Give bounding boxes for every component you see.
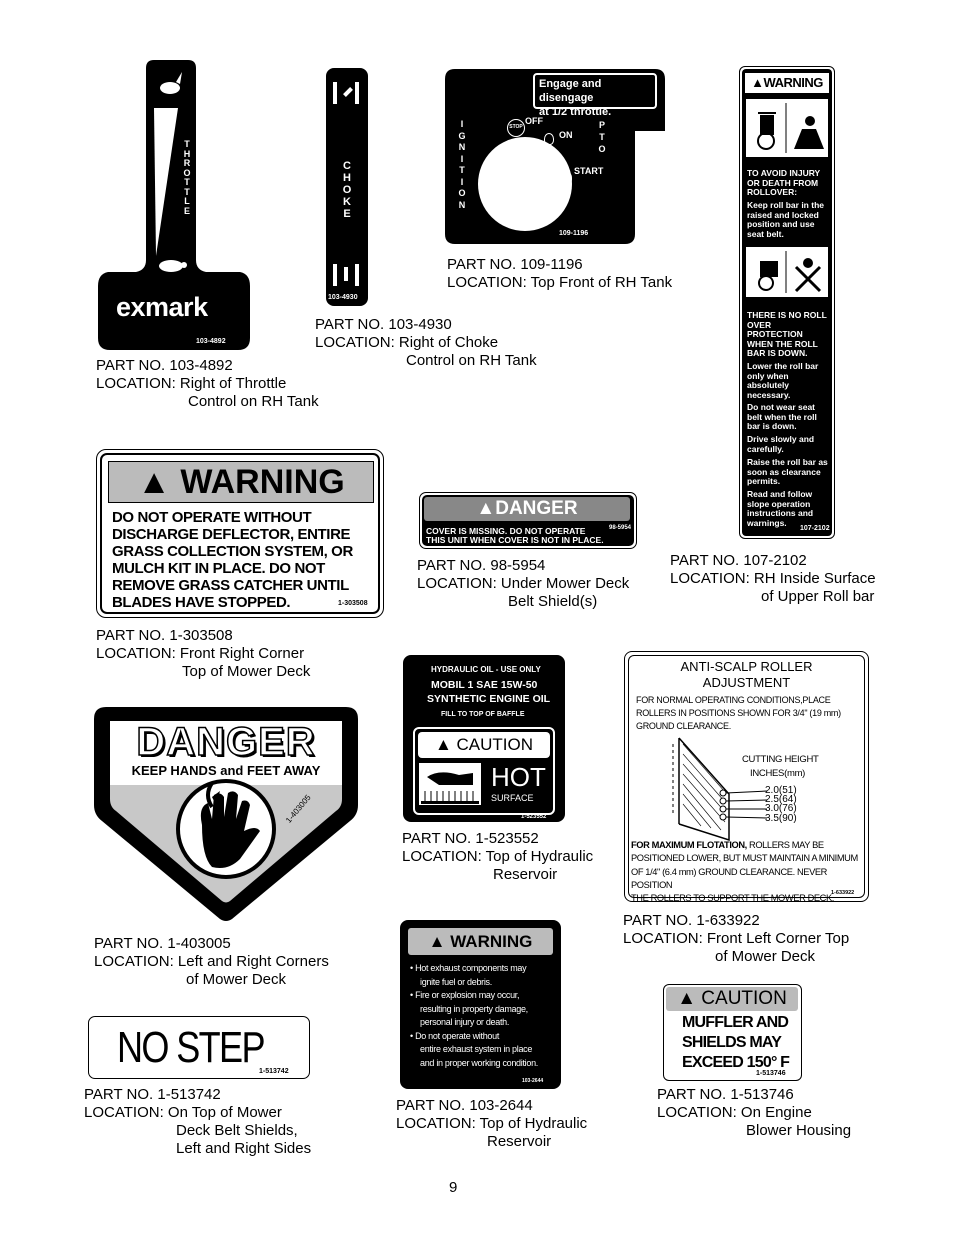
antiscalp-flotation: FOR MAXIMUM FLOTATION, ROLLERS MAY BE POSITIONED LOWER, BUT MUST MAINTAIN A MINIMUM OF 1/4" (6.4 mm) GROUND CLEARANCE. NEVER POSITION THE ROLLERS TO SUPPORT THE MOWER DECK. bbox=[631, 840, 858, 904]
rollbar-bullet-1: Lower the roll bar only when absolutely necessary. bbox=[747, 361, 819, 400]
hands-danger-decal bbox=[92, 707, 360, 925]
roller-diagram bbox=[669, 734, 769, 846]
hands-danger-header: DANGER bbox=[136, 720, 316, 764]
discharge-header: ▲ WARNING bbox=[108, 461, 374, 503]
exhaust-bullets: • Hot exhaust components may ignite fuel or debris. • Fire or explosion may occur, resulting in property damage, personal injury or death. • Do not operate without entire exhaust system in place and in proper working condition. bbox=[410, 963, 538, 1068]
cover-line-1: COVER IS MISSING. DO NOT OPERATE bbox=[426, 526, 586, 536]
cover-caption: PART NO. 98-5954 LOCATION: Under Mower Deck Belt Shield(s) bbox=[417, 557, 630, 610]
discharge-caption: PART NO. 1-303508 LOCATION: Front Right Corner Top of Mower Deck bbox=[96, 627, 311, 680]
cover-part-code: 98-5954 bbox=[609, 525, 632, 531]
hydraulic-line-1: HYDRAULIC OIL - USE ONLY bbox=[431, 665, 541, 674]
choke-open-icon bbox=[333, 264, 359, 286]
ignition-off-label: OFF bbox=[525, 116, 543, 126]
nostep-caption: PART NO. 1-513742 LOCATION: On Top of Mower Deck Belt Shields, Left and Right Sides bbox=[84, 1086, 312, 1157]
throttle-caption: PART NO. 103-4892 LOCATION: Right of Throttle Control on RH Tank bbox=[96, 357, 319, 410]
ignition-on-label: ON bbox=[559, 130, 573, 140]
rollbar-header: ▲WARNING bbox=[745, 73, 829, 93]
rollbar-decal bbox=[739, 66, 835, 539]
hands-caption: PART NO. 1-403005 LOCATION: Left and Right Corners of Mower Deck bbox=[94, 935, 329, 988]
exmark-logo: exmark bbox=[116, 292, 208, 322]
discharge-part-code: 1-303508 bbox=[338, 600, 368, 607]
nostep-decal bbox=[88, 1016, 310, 1079]
rollbar-bullet-3: Drive slowly and carefully. bbox=[747, 434, 815, 454]
warning-triangle-icon: ▲ bbox=[137, 463, 171, 501]
page-number: 9 bbox=[449, 1179, 458, 1196]
cutting-height-label: CUTTING HEIGHT INCHES(mm) bbox=[742, 754, 819, 779]
ignition-on-icon bbox=[544, 133, 554, 145]
hydraulic-decal bbox=[403, 655, 565, 822]
discharge-warning-decal bbox=[96, 449, 384, 618]
cover-header: ▲DANGER bbox=[424, 497, 630, 521]
choke-vertical-label: C H O K E bbox=[342, 160, 352, 220]
choke-decal bbox=[326, 68, 368, 306]
nostep-text: NO STEP bbox=[117, 1023, 264, 1072]
discharge-text: DO NOT OPERATE WITHOUT DISCHARGE DEFLECTOR, ENTIRE GRASS COLLECTION SYSTEM, OR MULCH KIT IN PLACE. DO NOT REMOVE GRASS CATCHER UNTIL BLADES HAVE STOPPED. bbox=[112, 509, 353, 611]
ignition-callout: Engage and disengage at 1/2 throttle. bbox=[533, 73, 657, 109]
exhaust-part-code: 103-2644 bbox=[522, 1078, 544, 1084]
rollbar-block2: Keep roll bar in the raised and locked position and use seat belt. bbox=[747, 200, 824, 239]
rollbar-bullet-2: Do not wear seat belt when the roll bar is down. bbox=[747, 402, 817, 431]
rollbar-block1: TO AVOID INJURY OR DEATH FROM ROLLOVER: bbox=[747, 168, 821, 197]
hydraulic-line-3: SYNTHETIC ENGINE OIL bbox=[427, 693, 551, 705]
muffler-header: ▲ CAUTION bbox=[666, 987, 798, 1011]
hydraulic-line-4: FILL TO TOP OF BAFFLE bbox=[441, 711, 525, 718]
rollbar-pictogram-1 bbox=[746, 99, 828, 157]
muffler-part-code: 1-513746 bbox=[756, 1070, 786, 1077]
ignition-letters: I G N I T I O N bbox=[458, 119, 466, 210]
rollbar-part-code: 107-2102 bbox=[800, 525, 830, 532]
rollbar-bullet-4: Raise the roll bar as soon as clearance permits. bbox=[747, 457, 828, 486]
nostep-part-code: 1-513742 bbox=[259, 1068, 289, 1075]
muffler-caution-decal bbox=[663, 984, 802, 1081]
muffler-caption: PART NO. 1-513746 LOCATION: On Engine Blower Housing bbox=[657, 1086, 852, 1139]
antiscalp-title-1: ANTI-SCALP ROLLER bbox=[680, 659, 813, 674]
rollbar-pictogram-2 bbox=[746, 247, 828, 297]
antiscalp-part-code: 1-633922 bbox=[831, 890, 855, 896]
ignition-start-icon bbox=[560, 171, 572, 185]
cover-line-2: THIS UNIT WHEN COVER IS NOT IN PLACE. bbox=[426, 535, 604, 545]
hands-danger-subheader: KEEP HANDS and FEET AWAY bbox=[131, 763, 321, 778]
exhaust-warning-decal bbox=[400, 920, 561, 1089]
hydraulic-line-2: MOBIL 1 SAE 15W-50 bbox=[431, 679, 538, 691]
rollbar-caption: PART NO. 107-2102 LOCATION: RH Inside Surface of Upper Roll bar bbox=[670, 552, 876, 605]
choke-caption: PART NO. 103-4930 LOCATION: Right of Choke Control on RH Tank bbox=[315, 316, 537, 369]
throttle-part-code: 103-4892 bbox=[196, 338, 226, 345]
ignition-part-code: 109-1196 bbox=[559, 230, 589, 237]
antiscalp-title-2: ADJUSTMENT bbox=[702, 675, 791, 690]
exhaust-caption: PART NO. 103-2644 LOCATION: Top of Hydraulic Reservoir bbox=[396, 1097, 588, 1150]
rollbar-block3: THERE IS NO ROLL OVER PROTECTION WHEN THE ROLL BAR IS DOWN. bbox=[747, 310, 827, 358]
hydraulic-part-code: 1-523552 bbox=[521, 814, 547, 820]
choke-closed-icon bbox=[333, 82, 359, 104]
hydraulic-caution-header: ▲ CAUTION bbox=[418, 732, 550, 758]
stop-icon: STOP bbox=[507, 119, 525, 137]
hot-label: HOT bbox=[491, 762, 546, 792]
exhaust-header: ▲ WARNING bbox=[408, 928, 553, 955]
hot-hand-icon bbox=[419, 763, 481, 805]
throttle-decal bbox=[96, 60, 252, 352]
hydraulic-caution-box bbox=[413, 727, 555, 815]
cutting-heights: 2.0(51) 2.5(64) 3.0(76) 3.5(90) bbox=[765, 785, 797, 824]
hydraulic-caption: PART NO. 1-523552 LOCATION: Top of Hydraulic Reservoir bbox=[402, 830, 594, 883]
ignition-start-label: START bbox=[574, 166, 604, 176]
antiscalp-caption: PART NO. 1-633922 LOCATION: Front Left Corner Top of Mower Deck bbox=[623, 912, 850, 965]
pto-letters: P T O bbox=[598, 120, 606, 154]
antiscalp-decal bbox=[624, 651, 869, 902]
muffler-text: MUFFLER AND SHIELDS MAY EXCEED 150° F bbox=[682, 1014, 790, 1071]
antiscalp-intro: FOR NORMAL OPERATING CONDITIONS,PLACE ROLLERS IN POSITIONS SHOWN FOR 3/4" (19 mm) GROUND CLEARANCE. bbox=[636, 695, 841, 731]
cover-danger-decal bbox=[419, 492, 637, 549]
ignition-decal bbox=[445, 69, 665, 244]
ignition-caption: PART NO. 109-1196 LOCATION: Top Front of RH Tank bbox=[447, 256, 673, 291]
surface-label: SURFACE bbox=[491, 793, 534, 803]
choke-part-code: 103-4930 bbox=[328, 294, 358, 301]
rollbar-bullet-5: Read and follow slope operation instructions and warnings. bbox=[747, 489, 814, 528]
hands-part-code: 1-403005 bbox=[284, 793, 313, 825]
throttle-vertical-label: T H R O T T L E bbox=[183, 139, 191, 216]
